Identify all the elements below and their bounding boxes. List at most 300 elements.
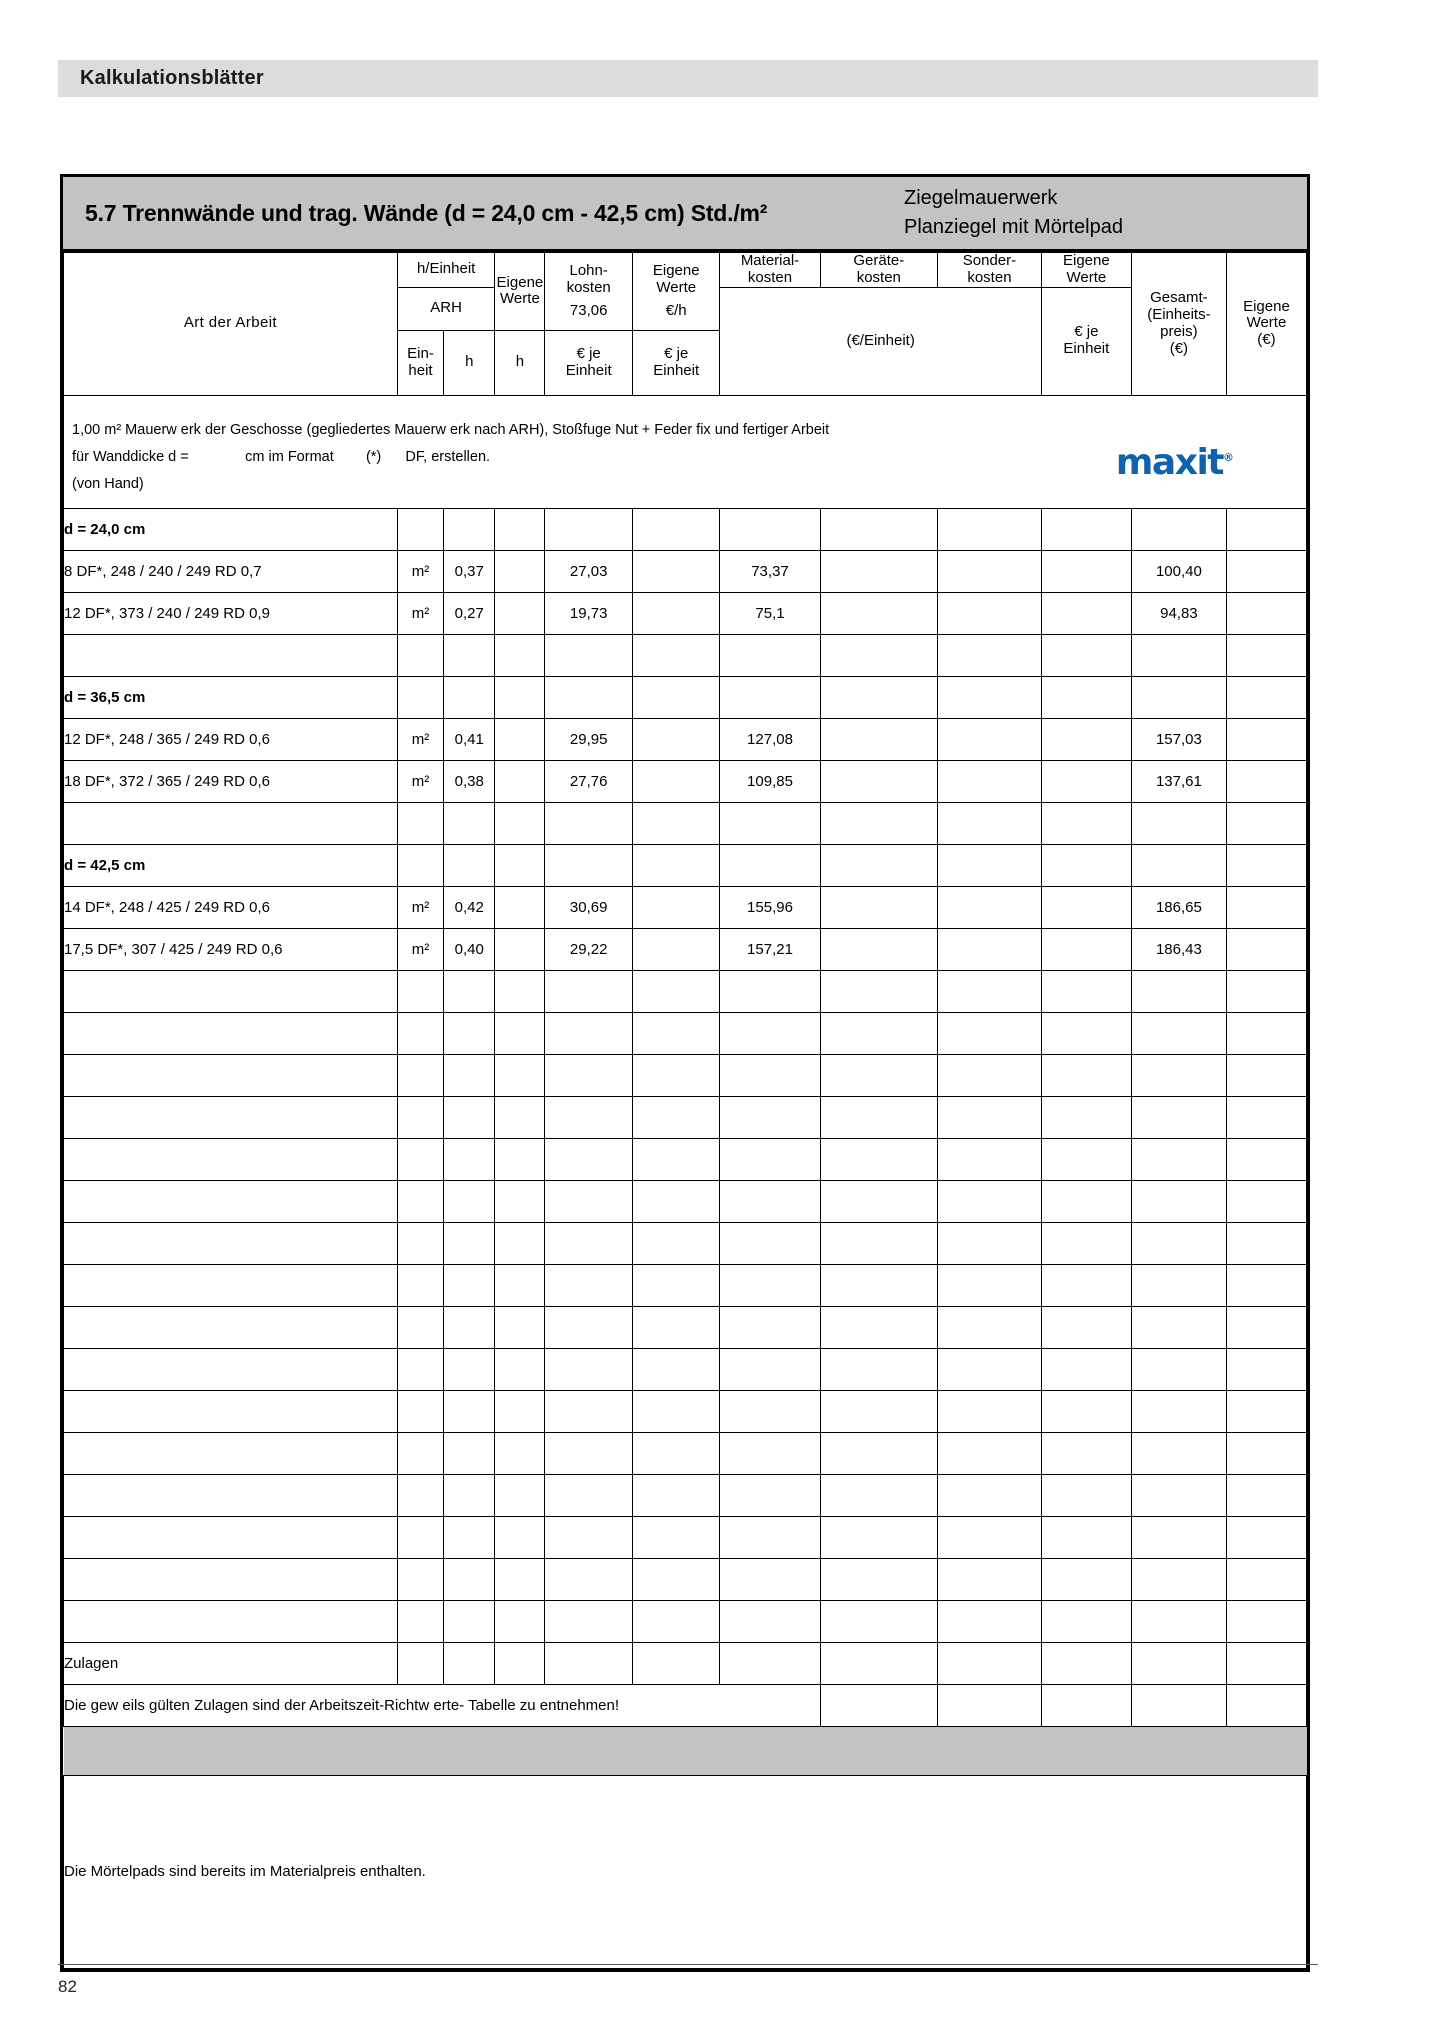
cell-eigene-werte-je[interactable] [1041,928,1131,970]
zulagen-note-cell-eigene-eur[interactable] [1226,1684,1306,1726]
cell-eigene-werte-je[interactable] [1041,1600,1131,1642]
cell-einheit[interactable] [397,1474,443,1516]
cell-einheit[interactable] [397,1306,443,1348]
cell-eigene-werte-h[interactable] [495,1222,545,1264]
zulagen-cell-gesamt[interactable] [1131,1642,1226,1684]
cell-lohnkosten[interactable] [545,1012,633,1054]
cell-einheit[interactable] [397,1222,443,1264]
cell-eigene-werte-je[interactable] [1041,1180,1131,1222]
row-label[interactable] [64,802,398,844]
row-label[interactable] [64,1096,398,1138]
cell-eigene-werte-lohn[interactable] [632,1012,720,1054]
cell-sonderkosten[interactable] [938,802,1042,844]
cell-materialkosten[interactable] [720,1096,820,1138]
row-label[interactable] [64,634,398,676]
cell-eigene-werte-h[interactable] [495,886,545,928]
cell-eigene-werte-lohn[interactable] [632,550,720,592]
cell-materialkosten[interactable] [720,634,820,676]
cell-eigene-werte-h[interactable] [495,760,545,802]
cell-eigene-werte-eur[interactable] [1226,1432,1306,1474]
cell-eigene-werte-eur[interactable] [1226,886,1306,928]
cell-lohnkosten[interactable] [545,1264,633,1306]
cell-einheit[interactable] [397,1012,443,1054]
cell-eigene-werte-je[interactable] [1041,1348,1131,1390]
cell-eigene-werte-eur[interactable] [1226,676,1306,718]
cell-geraetekosten[interactable] [820,1054,938,1096]
cell-lohnkosten[interactable] [545,508,633,550]
cell-eigene-werte-lohn[interactable] [632,844,720,886]
cell-eigene-werte-eur[interactable] [1226,550,1306,592]
cell-eigene-werte-je[interactable] [1041,1096,1131,1138]
cell-gesamt[interactable] [1131,1600,1226,1642]
cell-eigene-werte-h[interactable] [495,1348,545,1390]
cell-einheit[interactable] [397,1390,443,1432]
cell-eigene-werte-je[interactable] [1041,760,1131,802]
cell-geraetekosten[interactable] [820,1096,938,1138]
cell-materialkosten[interactable] [720,1348,820,1390]
cell-sonderkosten[interactable] [938,592,1042,634]
cell-eigene-werte-eur[interactable] [1226,1390,1306,1432]
zulagen-cell-h[interactable] [444,1642,495,1684]
cell-h[interactable] [444,1138,495,1180]
cell-gesamt[interactable] [1131,1432,1226,1474]
cell-gesamt[interactable] [1131,1180,1226,1222]
zulagen-cell-material[interactable] [720,1642,820,1684]
row-label[interactable] [64,1264,398,1306]
cell-einheit[interactable] [397,634,443,676]
cell-sonderkosten[interactable] [938,508,1042,550]
cell-eigene-werte-h[interactable] [495,1600,545,1642]
cell-eigene-werte-h[interactable] [495,676,545,718]
cell-sonderkosten[interactable] [938,1306,1042,1348]
cell-eigene-werte-eur[interactable] [1226,1306,1306,1348]
cell-lohnkosten[interactable] [545,1348,633,1390]
cell-geraetekosten[interactable] [820,676,938,718]
cell-lohnkosten[interactable] [545,676,633,718]
cell-eigene-werte-h[interactable] [495,1558,545,1600]
cell-eigene-werte-lohn[interactable] [632,1432,720,1474]
cell-gesamt[interactable] [1131,1012,1226,1054]
cell-eigene-werte-lohn[interactable] [632,592,720,634]
cell-eigene-werte-h[interactable] [495,718,545,760]
zulagen-note-cell-geraete[interactable] [820,1684,938,1726]
cell-eigene-werte-je[interactable] [1041,634,1131,676]
cell-eigene-werte-eur[interactable] [1226,1180,1306,1222]
row-label[interactable] [64,1180,398,1222]
cell-h[interactable] [444,1390,495,1432]
cell-geraetekosten[interactable] [820,1474,938,1516]
cell-gesamt[interactable] [1131,1054,1226,1096]
row-label[interactable] [64,1348,398,1390]
cell-eigene-werte-je[interactable] [1041,550,1131,592]
cell-eigene-werte-lohn[interactable] [632,1558,720,1600]
cell-gesamt[interactable] [1131,1306,1226,1348]
cell-gesamt[interactable] [1131,1390,1226,1432]
row-label[interactable] [64,1600,398,1642]
cell-eigene-werte-je[interactable] [1041,676,1131,718]
row-label[interactable] [64,1138,398,1180]
zulagen-cell-eigene-eur[interactable] [1226,1642,1306,1684]
cell-lohnkosten[interactable] [545,1180,633,1222]
cell-eigene-werte-eur[interactable] [1226,1558,1306,1600]
zulagen-cell-sonder[interactable] [938,1642,1042,1684]
cell-eigene-werte-lohn[interactable] [632,1600,720,1642]
cell-eigene-werte-je[interactable] [1041,1306,1131,1348]
cell-eigene-werte-je[interactable] [1041,802,1131,844]
cell-eigene-werte-eur[interactable] [1226,508,1306,550]
cell-eigene-werte-h[interactable] [495,550,545,592]
cell-einheit[interactable] [397,1558,443,1600]
cell-einheit[interactable] [397,802,443,844]
cell-einheit[interactable] [397,1600,443,1642]
cell-eigene-werte-eur[interactable] [1226,1138,1306,1180]
cell-lohnkosten[interactable] [545,844,633,886]
zulagen-cell-lohn[interactable] [545,1642,633,1684]
cell-lohnkosten[interactable] [545,1390,633,1432]
cell-sonderkosten[interactable] [938,718,1042,760]
cell-eigene-werte-eur[interactable] [1226,760,1306,802]
cell-h[interactable] [444,1222,495,1264]
cell-eigene-werte-eur[interactable] [1226,928,1306,970]
cell-eigene-werte-h[interactable] [495,1516,545,1558]
cell-lohnkosten[interactable] [545,634,633,676]
cell-materialkosten[interactable] [720,1600,820,1642]
cell-gesamt[interactable] [1131,802,1226,844]
cell-eigene-werte-h[interactable] [495,1432,545,1474]
cell-gesamt[interactable] [1131,1138,1226,1180]
cell-eigene-werte-eur[interactable] [1226,1264,1306,1306]
cell-lohnkosten[interactable] [545,1432,633,1474]
cell-einheit[interactable] [397,1516,443,1558]
cell-eigene-werte-eur[interactable] [1226,1348,1306,1390]
cell-einheit[interactable] [397,844,443,886]
cell-sonderkosten[interactable] [938,1012,1042,1054]
cell-h[interactable] [444,634,495,676]
cell-eigene-werte-je[interactable] [1041,1390,1131,1432]
cell-eigene-werte-h[interactable] [495,1474,545,1516]
cell-gesamt[interactable] [1131,634,1226,676]
cell-gesamt[interactable] [1131,1348,1226,1390]
cell-gesamt[interactable] [1131,844,1226,886]
cell-eigene-werte-je[interactable] [1041,1012,1131,1054]
row-label[interactable] [64,1306,398,1348]
cell-einheit[interactable] [397,1348,443,1390]
cell-lohnkosten[interactable] [545,1138,633,1180]
cell-eigene-werte-lohn[interactable] [632,1264,720,1306]
cell-sonderkosten[interactable] [938,550,1042,592]
cell-sonderkosten[interactable] [938,1600,1042,1642]
cell-geraetekosten[interactable] [820,970,938,1012]
cell-lohnkosten[interactable] [545,1516,633,1558]
cell-eigene-werte-eur[interactable] [1226,1096,1306,1138]
zulagen-cell-eigene-lohn[interactable] [632,1642,720,1684]
cell-eigene-werte-lohn[interactable] [632,970,720,1012]
zulagen-note-cell-sonder[interactable] [938,1684,1042,1726]
cell-eigene-werte-eur[interactable] [1226,970,1306,1012]
cell-materialkosten[interactable] [720,1138,820,1180]
cell-eigene-werte-h[interactable] [495,970,545,1012]
cell-eigene-werte-lohn[interactable] [632,718,720,760]
cell-eigene-werte-eur[interactable] [1226,1474,1306,1516]
cell-lohnkosten[interactable] [545,1306,633,1348]
cell-h[interactable] [444,1516,495,1558]
cell-sonderkosten[interactable] [938,1348,1042,1390]
cell-materialkosten[interactable] [720,1180,820,1222]
cell-eigene-werte-je[interactable] [1041,1138,1131,1180]
cell-materialkosten[interactable] [720,1432,820,1474]
cell-h[interactable] [444,1264,495,1306]
cell-einheit[interactable] [397,1096,443,1138]
cell-sonderkosten[interactable] [938,1558,1042,1600]
cell-geraetekosten[interactable] [820,1306,938,1348]
cell-geraetekosten[interactable] [820,1390,938,1432]
cell-gesamt[interactable] [1131,1264,1226,1306]
cell-eigene-werte-je[interactable] [1041,1432,1131,1474]
cell-materialkosten[interactable] [720,676,820,718]
cell-lohnkosten[interactable] [545,970,633,1012]
cell-eigene-werte-je[interactable] [1041,508,1131,550]
cell-h[interactable] [444,1012,495,1054]
cell-lohnkosten[interactable] [545,802,633,844]
cell-materialkosten[interactable] [720,1012,820,1054]
cell-geraetekosten[interactable] [820,1432,938,1474]
cell-eigene-werte-je[interactable] [1041,1264,1131,1306]
cell-eigene-werte-lohn[interactable] [632,802,720,844]
cell-materialkosten[interactable] [720,1054,820,1096]
row-label[interactable] [64,1558,398,1600]
cell-sonderkosten[interactable] [938,1390,1042,1432]
cell-eigene-werte-je[interactable] [1041,886,1131,928]
cell-gesamt[interactable] [1131,1474,1226,1516]
cell-materialkosten[interactable] [720,1264,820,1306]
cell-eigene-werte-h[interactable] [495,1054,545,1096]
cell-lohnkosten[interactable] [545,1054,633,1096]
cell-geraetekosten[interactable] [820,844,938,886]
cell-geraetekosten[interactable] [820,928,938,970]
cell-eigene-werte-lohn[interactable] [632,1180,720,1222]
cell-materialkosten[interactable] [720,802,820,844]
cell-einheit[interactable] [397,1432,443,1474]
cell-einheit[interactable] [397,1264,443,1306]
cell-geraetekosten[interactable] [820,1138,938,1180]
cell-gesamt[interactable] [1131,1516,1226,1558]
cell-sonderkosten[interactable] [938,1096,1042,1138]
cell-sonderkosten[interactable] [938,886,1042,928]
zulagen-note-cell-eigene-je[interactable] [1041,1684,1131,1726]
cell-h[interactable] [444,844,495,886]
cell-materialkosten[interactable] [720,844,820,886]
cell-geraetekosten[interactable] [820,592,938,634]
cell-eigene-werte-je[interactable] [1041,592,1131,634]
cell-geraetekosten[interactable] [820,1348,938,1390]
cell-eigene-werte-je[interactable] [1041,1474,1131,1516]
cell-eigene-werte-lohn[interactable] [632,508,720,550]
cell-eigene-werte-eur[interactable] [1226,592,1306,634]
cell-einheit[interactable] [397,1180,443,1222]
cell-eigene-werte-eur[interactable] [1226,1516,1306,1558]
cell-h[interactable] [444,1348,495,1390]
cell-eigene-werte-lohn[interactable] [632,1096,720,1138]
row-label[interactable] [64,1222,398,1264]
cell-sonderkosten[interactable] [938,1516,1042,1558]
cell-eigene-werte-lohn[interactable] [632,1348,720,1390]
cell-h[interactable] [444,676,495,718]
cell-eigene-werte-lohn[interactable] [632,1390,720,1432]
cell-einheit[interactable] [397,508,443,550]
cell-eigene-werte-eur[interactable] [1226,718,1306,760]
zulagen-note-cell-gesamt[interactable] [1131,1684,1226,1726]
cell-eigene-werte-h[interactable] [495,592,545,634]
cell-gesamt[interactable] [1131,676,1226,718]
cell-materialkosten[interactable] [720,1390,820,1432]
cell-eigene-werte-lohn[interactable] [632,1054,720,1096]
cell-lohnkosten[interactable] [545,1600,633,1642]
cell-lohnkosten[interactable] [545,1474,633,1516]
cell-eigene-werte-lohn[interactable] [632,676,720,718]
cell-gesamt[interactable] [1131,1222,1226,1264]
cell-h[interactable] [444,970,495,1012]
cell-eigene-werte-lohn[interactable] [632,634,720,676]
cell-eigene-werte-je[interactable] [1041,970,1131,1012]
cell-materialkosten[interactable] [720,970,820,1012]
cell-geraetekosten[interactable] [820,1558,938,1600]
row-label[interactable] [64,1054,398,1096]
cell-geraetekosten[interactable] [820,1012,938,1054]
cell-materialkosten[interactable] [720,1474,820,1516]
zulagen-cell-eigene-h[interactable] [495,1642,545,1684]
cell-einheit[interactable] [397,970,443,1012]
cell-eigene-werte-lohn[interactable] [632,760,720,802]
zulagen-cell-eigene-je[interactable] [1041,1642,1131,1684]
cell-eigene-werte-eur[interactable] [1226,1222,1306,1264]
cell-eigene-werte-h[interactable] [495,1306,545,1348]
cell-materialkosten[interactable] [720,1222,820,1264]
cell-eigene-werte-je[interactable] [1041,1222,1131,1264]
cell-eigene-werte-h[interactable] [495,802,545,844]
cell-eigene-werte-lohn[interactable] [632,1222,720,1264]
row-label[interactable] [64,1474,398,1516]
cell-geraetekosten[interactable] [820,1264,938,1306]
cell-materialkosten[interactable] [720,508,820,550]
cell-h[interactable] [444,802,495,844]
cell-geraetekosten[interactable] [820,634,938,676]
cell-h[interactable] [444,1600,495,1642]
cell-eigene-werte-je[interactable] [1041,844,1131,886]
cell-sonderkosten[interactable] [938,1432,1042,1474]
cell-h[interactable] [444,1306,495,1348]
cell-gesamt[interactable] [1131,508,1226,550]
cell-eigene-werte-lohn[interactable] [632,1516,720,1558]
row-label[interactable] [64,1012,398,1054]
cell-lohnkosten[interactable] [545,1222,633,1264]
zulagen-cell-einheit[interactable] [397,1642,443,1684]
cell-eigene-werte-h[interactable] [495,508,545,550]
cell-eigene-werte-h[interactable] [495,1138,545,1180]
cell-eigene-werte-h[interactable] [495,1264,545,1306]
cell-h[interactable] [444,1180,495,1222]
cell-eigene-werte-lohn[interactable] [632,1474,720,1516]
row-label[interactable] [64,1432,398,1474]
cell-materialkosten[interactable] [720,1558,820,1600]
cell-eigene-werte-eur[interactable] [1226,1054,1306,1096]
cell-h[interactable] [444,1558,495,1600]
cell-eigene-werte-je[interactable] [1041,1516,1131,1558]
cell-eigene-werte-h[interactable] [495,844,545,886]
cell-eigene-werte-eur[interactable] [1226,1012,1306,1054]
cell-geraetekosten[interactable] [820,760,938,802]
cell-eigene-werte-h[interactable] [495,1390,545,1432]
cell-eigene-werte-lohn[interactable] [632,886,720,928]
cell-eigene-werte-eur[interactable] [1226,1600,1306,1642]
zulagen-cell-geraete[interactable] [820,1642,938,1684]
cell-sonderkosten[interactable] [938,1222,1042,1264]
cell-geraetekosten[interactable] [820,802,938,844]
cell-sonderkosten[interactable] [938,1138,1042,1180]
cell-geraetekosten[interactable] [820,1180,938,1222]
cell-eigene-werte-h[interactable] [495,1012,545,1054]
cell-materialkosten[interactable] [720,1306,820,1348]
cell-sonderkosten[interactable] [938,1054,1042,1096]
cell-eigene-werte-h[interactable] [495,634,545,676]
cell-h[interactable] [444,1096,495,1138]
cell-sonderkosten[interactable] [938,970,1042,1012]
cell-eigene-werte-h[interactable] [495,1180,545,1222]
cell-sonderkosten[interactable] [938,634,1042,676]
cell-eigene-werte-eur[interactable] [1226,844,1306,886]
cell-geraetekosten[interactable] [820,886,938,928]
cell-eigene-werte-lohn[interactable] [632,928,720,970]
cell-eigene-werte-je[interactable] [1041,1054,1131,1096]
cell-sonderkosten[interactable] [938,760,1042,802]
cell-h[interactable] [444,1054,495,1096]
cell-geraetekosten[interactable] [820,1222,938,1264]
cell-gesamt[interactable] [1131,1558,1226,1600]
cell-eigene-werte-lohn[interactable] [632,1138,720,1180]
cell-sonderkosten[interactable] [938,1264,1042,1306]
row-label[interactable] [64,970,398,1012]
cell-geraetekosten[interactable] [820,550,938,592]
cell-h[interactable] [444,1432,495,1474]
cell-einheit[interactable] [397,1138,443,1180]
cell-geraetekosten[interactable] [820,718,938,760]
cell-eigene-werte-lohn[interactable] [632,1306,720,1348]
cell-eigene-werte-je[interactable] [1041,1558,1131,1600]
cell-geraetekosten[interactable] [820,1600,938,1642]
cell-gesamt[interactable] [1131,1096,1226,1138]
cell-geraetekosten[interactable] [820,508,938,550]
cell-sonderkosten[interactable] [938,1180,1042,1222]
cell-lohnkosten[interactable] [545,1096,633,1138]
cell-einheit[interactable] [397,676,443,718]
cell-h[interactable] [444,508,495,550]
cell-eigene-werte-h[interactable] [495,928,545,970]
cell-geraetekosten[interactable] [820,1516,938,1558]
cell-eigene-werte-h[interactable] [495,1096,545,1138]
cell-eigene-werte-eur[interactable] [1226,802,1306,844]
row-label[interactable] [64,1516,398,1558]
cell-sonderkosten[interactable] [938,676,1042,718]
cell-eigene-werte-je[interactable] [1041,718,1131,760]
cell-materialkosten[interactable] [720,1516,820,1558]
cell-lohnkosten[interactable] [545,1558,633,1600]
cell-einheit[interactable] [397,1054,443,1096]
cell-h[interactable] [444,1474,495,1516]
row-label[interactable] [64,1390,398,1432]
cell-gesamt[interactable] [1131,970,1226,1012]
cell-sonderkosten[interactable] [938,844,1042,886]
cell-sonderkosten[interactable] [938,928,1042,970]
cell-eigene-werte-eur[interactable] [1226,634,1306,676]
